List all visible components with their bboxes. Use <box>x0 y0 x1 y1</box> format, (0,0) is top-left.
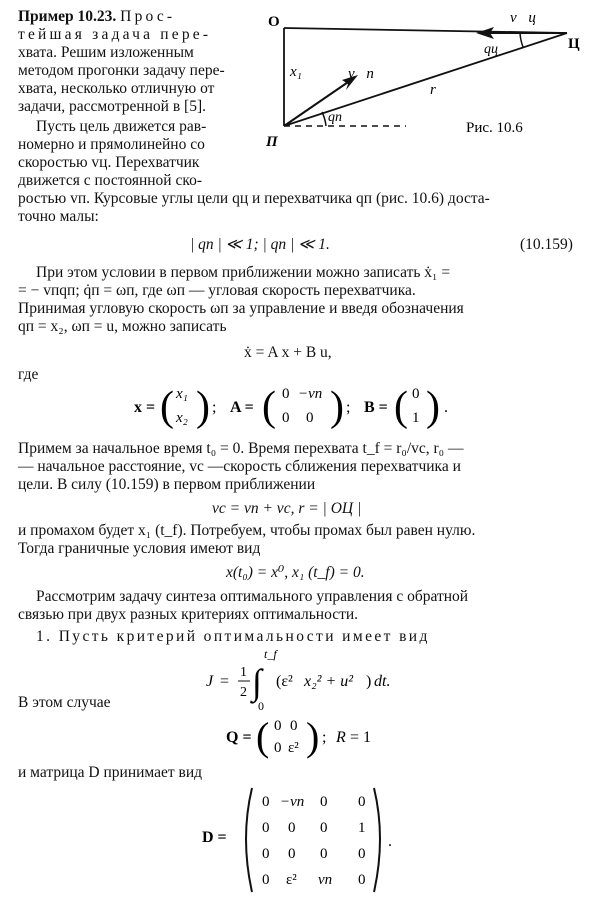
p1-line2: тейшая задача пере- <box>18 26 212 43</box>
svg-text:dt.: dt. <box>374 673 391 690</box>
svg-text:2: 2 <box>240 685 247 700</box>
svg-text:0: 0 <box>274 740 282 756</box>
p6-line2: связью при двух разных критериях оптимальности. <box>18 606 359 623</box>
svg-text:0: 0 <box>358 872 366 888</box>
fig-caption: Рис. 10.6 <box>466 120 523 136</box>
svg-text:): ) <box>426 384 440 430</box>
p4-line3: цели. В силу (10.159) в первом приближении <box>18 476 316 493</box>
figure-10-6 <box>262 0 600 150</box>
svg-text:x₂² + u²: x₂² + u² <box>304 673 354 690</box>
example-label: Пример 10.23. <box>18 8 121 25</box>
svg-text:0: 0 <box>262 820 270 836</box>
equation-number-10-159: (10.159) <box>520 236 573 253</box>
svg-text:−vп: −vп <box>298 386 323 402</box>
equation-matrices-xab <box>0 376 600 436</box>
p4-line2: — начальное расстояние, vс —скорость сближения перехватчика и <box>18 458 461 475</box>
svg-text:x =: x = <box>134 399 156 416</box>
svg-text:;: ; <box>346 399 351 416</box>
p2-line4: движется с постоянной ско- <box>18 172 202 189</box>
fig-label-c: Ц <box>568 36 580 52</box>
fig-label-x1: x₁ <box>290 64 302 80</box>
svg-text:ε²: ε² <box>288 740 299 756</box>
svg-text:0: 0 <box>288 846 296 862</box>
equation-q-r <box>0 712 600 762</box>
svg-text:−vп: −vп <box>280 794 305 810</box>
svg-text:Q =: Q = <box>226 729 252 746</box>
svg-text:J: J <box>206 673 214 690</box>
p6-line1: Рассмотрим задачу синтеза оптимального управления с обратной <box>36 588 469 605</box>
p3-line2: = − vпqп; q̇п = ωп, где ωп — угловая скорость перехватчика. <box>18 282 416 299</box>
svg-text:(: ( <box>394 384 408 430</box>
svg-text:x₂: x₂ <box>176 410 188 426</box>
p1-line5: хвата, несколько отличную от <box>18 80 215 97</box>
fig-los-line <box>284 33 567 126</box>
fig-label-o: О <box>268 14 280 30</box>
svg-text:0: 0 <box>320 794 328 810</box>
fig-qc-arc <box>520 33 523 47</box>
svg-text:0: 0 <box>290 718 298 734</box>
p2-line3: скоростью vц. Перехватчик <box>18 154 200 171</box>
svg-text:0: 0 <box>288 820 296 836</box>
example-title-start: Прос- <box>120 8 176 25</box>
fig-label-r: r <box>430 82 436 98</box>
svg-text:): ) <box>196 384 210 430</box>
svg-text:0: 0 <box>320 846 328 862</box>
p1-line3: хвата. Решим изложенным <box>18 44 194 61</box>
equation-state: ẋ = A x + B u, <box>244 344 332 361</box>
svg-text:0: 0 <box>282 386 290 402</box>
p2-line1: Пусть цель движется рав- <box>36 118 207 135</box>
equation-closing-speed: vс = vп + vс, r = | ОЦ | <box>212 500 362 517</box>
example-heading-line <box>18 8 175 26</box>
where-word: где <box>18 366 39 383</box>
svg-text:0: 0 <box>306 410 314 426</box>
svg-text:;: ; <box>322 729 327 746</box>
svg-text:0: 0 <box>258 699 264 713</box>
fig-label-vp: v⃗п <box>348 66 374 82</box>
p4-line1: Примем за начальное время t₀ = 0. Время перехвата t_f = r₀/vс, r₀ — <box>18 440 464 457</box>
p5-line1: и промахом будет x₁ (t_f). Потребуем, чтобы промах был равен нулю. <box>18 522 476 539</box>
fig-label-qc: qц <box>484 42 498 57</box>
svg-text:R: R <box>336 729 346 746</box>
svg-text:0: 0 <box>262 794 270 810</box>
in-this-case: В этом случае <box>18 694 111 711</box>
svg-text:= 1: = 1 <box>350 729 372 746</box>
svg-text:0: 0 <box>358 846 366 862</box>
svg-text:;: ; <box>212 399 217 416</box>
svg-text:B =: B = <box>364 399 388 416</box>
svg-text:=: = <box>220 673 230 690</box>
svg-text:1: 1 <box>358 820 366 836</box>
svg-text:0: 0 <box>358 794 366 810</box>
fig-label-p: П <box>266 134 278 150</box>
matrix-d-intro: и матрица D принимает вид <box>18 764 203 781</box>
svg-text:0: 0 <box>262 872 270 888</box>
p2-line6: точно малы: <box>18 208 99 225</box>
svg-text:x₁: x₁ <box>176 386 188 402</box>
svg-text:vп: vп <box>318 872 333 888</box>
svg-text:D =: D = <box>202 829 227 846</box>
p3-line3: Принимая угловую скорость ωп за управление и введя обозначения <box>18 300 464 317</box>
p5-line2: Тогда граничные условия имеют вид <box>18 540 261 557</box>
svg-text:(: ( <box>256 714 270 759</box>
p1-line4: методом прогонки задачу пере- <box>18 62 225 79</box>
svg-text:0: 0 <box>262 846 270 862</box>
svg-text:): ) <box>330 384 344 430</box>
svg-text:0: 0 <box>274 718 282 734</box>
svg-text:(: ( <box>262 384 276 430</box>
svg-text:0: 0 <box>412 386 420 402</box>
equation-10-159: | qп | ≪ 1; | qп | ≪ 1. <box>190 236 330 253</box>
fig-label-vc: v⃗ц <box>510 10 536 26</box>
fig-label-qp: qп <box>328 110 342 125</box>
p2-line2: номерно и прямолинейно со <box>18 136 205 153</box>
equation-matrix-d <box>0 780 600 900</box>
equation-boundary: x(t₀) = x⁰, x₁ (t_f) = 0. <box>226 564 365 581</box>
p3-line1: При этом условии в первом приближении можно записать ẋ₁ = <box>36 264 451 281</box>
svg-text:ε²: ε² <box>286 872 297 888</box>
svg-text:0: 0 <box>320 820 328 836</box>
fig-qp-arc <box>322 112 326 126</box>
svg-text:.: . <box>388 833 392 850</box>
p1-line6: задачи, рассмотренной в [5]. <box>18 98 206 115</box>
svg-text:.: . <box>444 399 448 416</box>
svg-text:∫: ∫ <box>252 662 262 702</box>
svg-text:(: ( <box>160 384 174 430</box>
fig-vp-arrow <box>284 78 354 126</box>
svg-text:): ) <box>366 673 372 690</box>
p7-line1: 1. Пусть критерий оптимальности имеет вид <box>36 628 430 645</box>
svg-text:1: 1 <box>412 410 420 426</box>
svg-text:A =: A = <box>230 399 254 416</box>
p3-line4: qп = x₂, ωп = u, можно записать <box>18 318 227 335</box>
svg-text:1: 1 <box>240 665 247 680</box>
svg-text:0: 0 <box>282 410 290 426</box>
p2-line5: ростью vп. Курсовые углы цели qц и перехватчика qп (рис. 10.6) доста- <box>18 190 490 207</box>
svg-text:t_f: t_f <box>264 647 277 661</box>
svg-text:): ) <box>306 714 320 759</box>
svg-text:(ε²: (ε² <box>276 673 293 690</box>
